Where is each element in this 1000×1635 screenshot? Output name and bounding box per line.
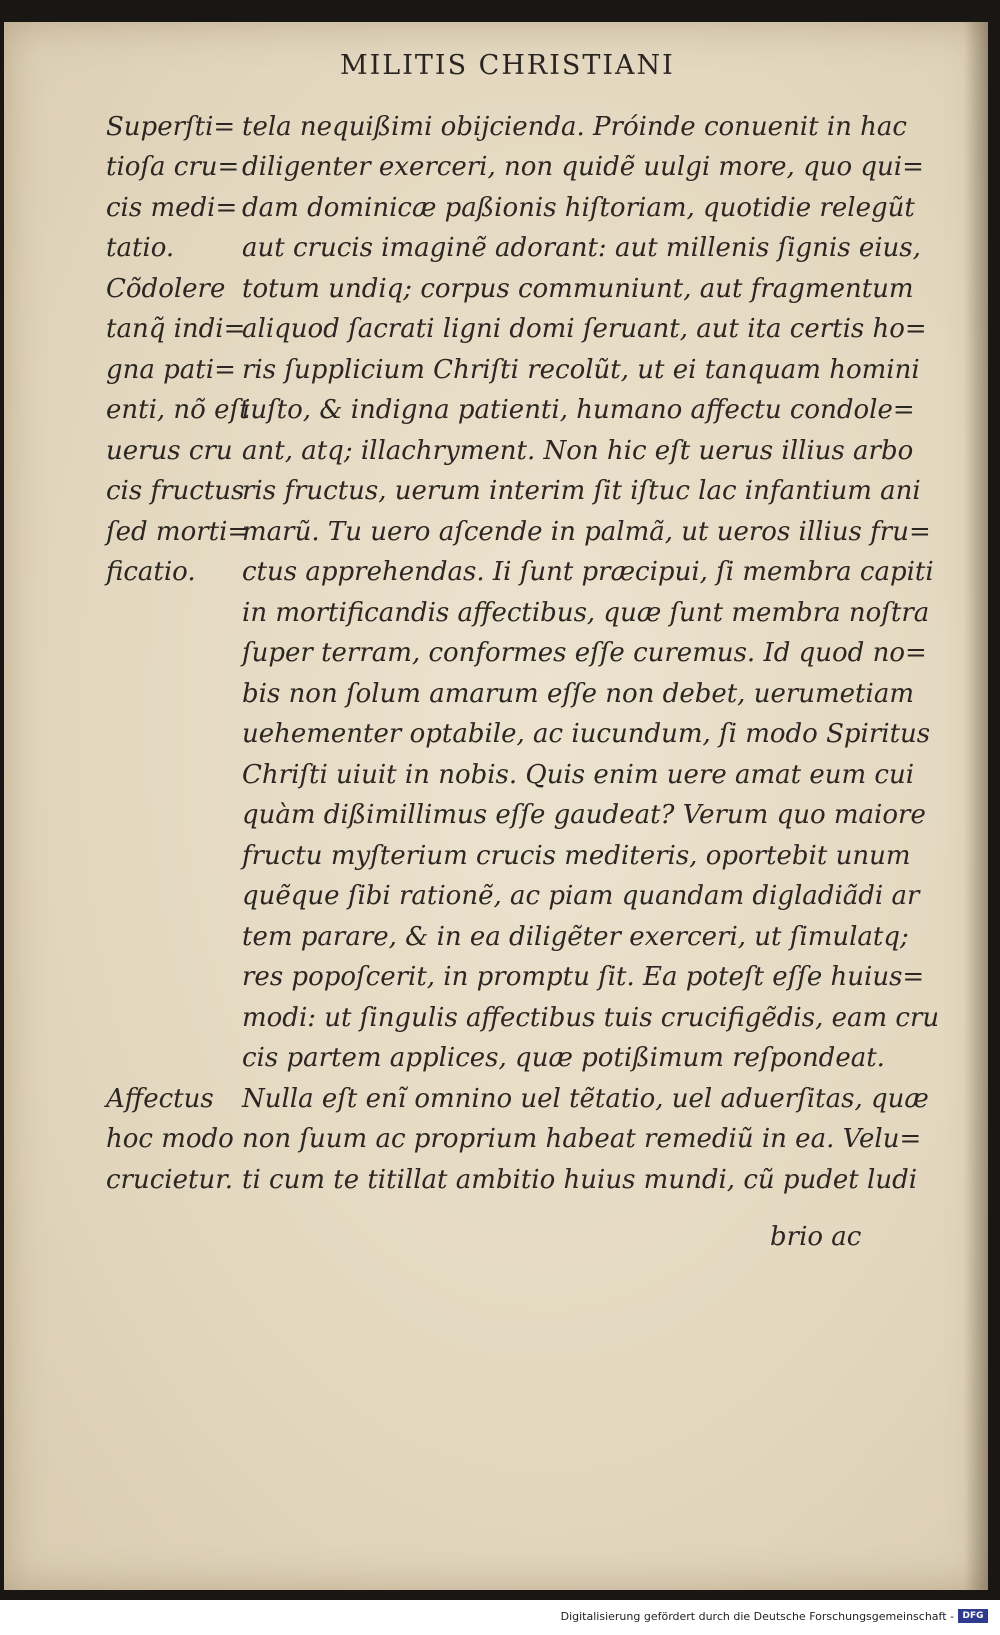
text-line: ti cum te titillat ambitio huius mundi, cũ pudet ludi — [242, 1165, 918, 1195]
margin-note: tatio. — [106, 233, 175, 263]
text-line: ris fructus, uerum interim ſit iſtuc lac infantium ani — [242, 476, 921, 506]
margin-note: ficatio. — [106, 557, 196, 587]
text-line: res popoſcerit, in promptu ſit. Ea poteſt eſſe huius= — [242, 962, 925, 992]
catchword: brio ac — [770, 1222, 862, 1252]
margin-note: tanq̃ indi= — [106, 314, 246, 344]
text-line: Nulla eſt enĩ omnino uel tẽtatio, uel aduerſitas, quæ — [242, 1084, 929, 1114]
funding-credit: Digitalisierung gefördert durch die Deutsche Forschungsgemeinschaft - — [560, 1610, 954, 1623]
footer-bar — [0, 1600, 1000, 1635]
text-line: ris ſupplicium Chriſti recolũt, ut ei tanquam homini — [242, 355, 920, 385]
margin-note: enti, nõ eſt — [106, 395, 250, 425]
margin-note: tioſa cru= — [106, 152, 240, 182]
text-line: totum undiq; corpus communiunt, aut fragmentum — [242, 274, 914, 304]
text-line: aliquod ſacrati ligni domi ſeruant, aut ita certis ho= — [242, 314, 927, 344]
margin-note: hoc modo — [106, 1124, 234, 1154]
text-line: quàm dißimillimus eſſe gaudeat? Verum quo maiore — [242, 800, 926, 830]
margin-note: ſed morti= — [106, 517, 250, 547]
dfg-logo: DFG — [958, 1609, 988, 1623]
text-line: diligenter exerceri, non quidẽ uulgi more, quo qui= — [242, 152, 924, 182]
margin-note: gna pati= — [106, 355, 236, 385]
gutter-shadow — [964, 22, 988, 1590]
text-line: modi: ut ſingulis affectibus tuis crucifigẽdis, eam cru — [242, 1003, 940, 1033]
text-line: ant, atq; illachryment. Non hic eſt uerus illius arbo — [242, 436, 914, 466]
text-line: fructu myſterium crucis mediteris, oportebit unum — [242, 841, 911, 871]
text-line: ctus apprehendas. Ii ſunt præcipui, ſi membra capiti — [242, 557, 934, 587]
text-line: cis partem applices, quæ potißimum reſpondeat. — [242, 1043, 885, 1073]
text-line: tem parare, & in ea diligẽter exerceri, ut ſimulatq; — [242, 922, 909, 952]
margin-note: uerus cru — [106, 436, 233, 466]
running-head: MILITIS CHRISTIANI — [340, 50, 675, 81]
text-line: marũ. Tu uero aſcende in palmã, ut ueros illius fru= — [242, 517, 931, 547]
text-line: non ſuum ac proprium habeat remediũ in ea. Velu= — [242, 1124, 922, 1154]
margin-note: Cõdolere — [106, 274, 226, 304]
margin-note: crucietur. — [106, 1165, 234, 1195]
text-line: in mortificandis affectibus, quæ ſunt membra noſtra — [242, 598, 930, 628]
margin-note: cis medi= — [106, 193, 238, 223]
text-line: dam dominicæ paßionis hiſtoriam, quotidie relegũt — [242, 193, 915, 223]
text-line: tela nequißimi obijcienda. Próinde conuenit in hac — [242, 112, 907, 142]
text-line: ſuper terram, conformes eſſe curemus. Id quod no= — [242, 638, 927, 668]
margin-note: Superſti= — [106, 112, 236, 142]
text-line: quẽque ſibi rationẽ, ac piam quandam digladiãdi ar — [242, 881, 920, 911]
text-line: iuſto, & indigna patienti, humano affectu condole= — [242, 395, 915, 425]
margin-note: Affectus — [106, 1084, 214, 1114]
text-line: bis non ſolum amarum eſſe non debet, uerumetiam — [242, 679, 914, 709]
text-line: aut crucis imaginẽ adorant: aut millenis ſignis eius, — [242, 233, 921, 263]
text-line: Chriſti uiuit in nobis. Quis enim uere amat eum cui — [242, 760, 915, 790]
text-line: uehementer optabile, ac iucundum, ſi modo Spiritus — [242, 719, 931, 749]
margin-note: cis fructus — [106, 476, 245, 506]
